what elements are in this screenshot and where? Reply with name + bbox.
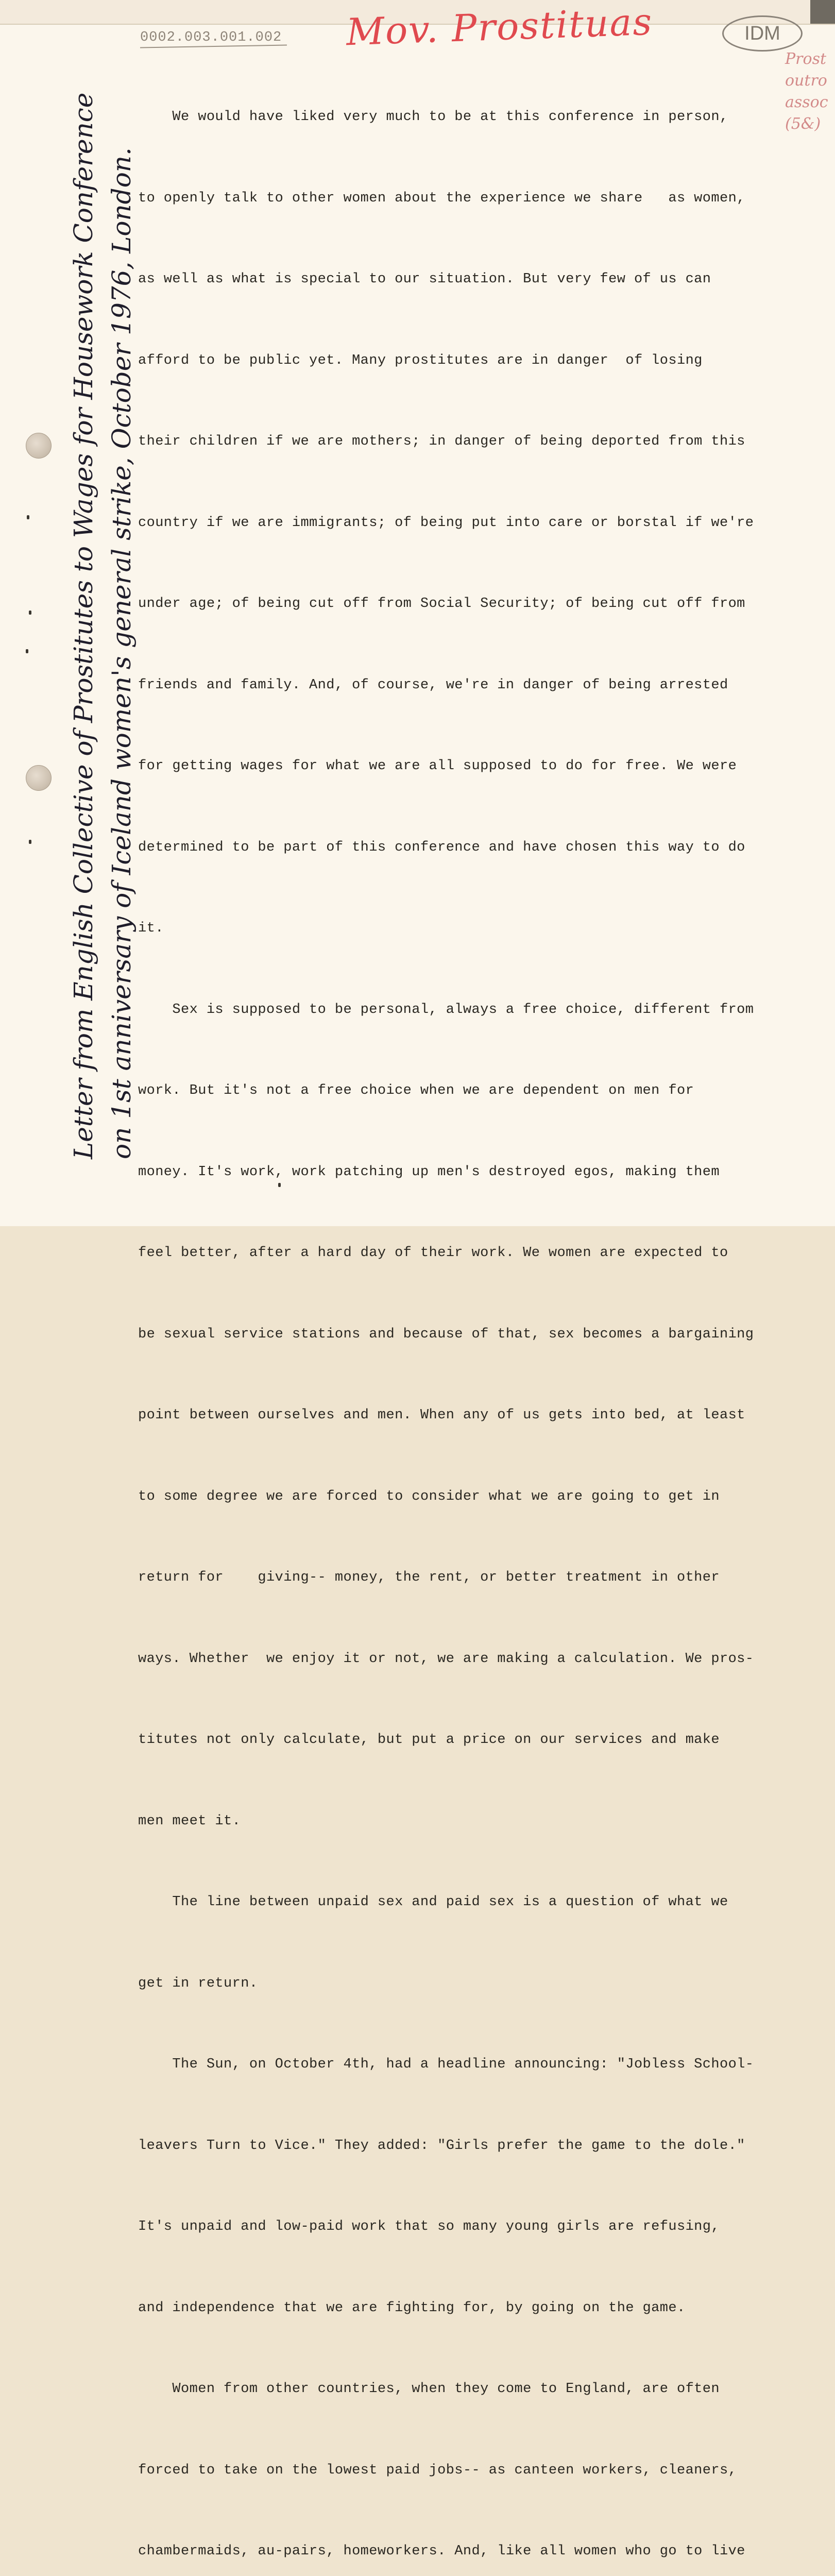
red-handwritten-title: Mov. Prostituas — [345, 0, 654, 54]
body-line: men meet it. — [138, 1813, 241, 1829]
side-annotation-line-1: Letter from English Collective of Prostitutes to Wages for Housework Conference — [69, 92, 98, 1159]
margin-note-line: (5&) — [785, 115, 821, 133]
margin-note-line: outro — [785, 72, 827, 90]
letter-body — [138, 49, 813, 2576]
body-line: return for giving-- money, the rent, or better treatment in other — [138, 1570, 720, 1585]
body-line: to some degree we are forced to consider what we are going to get in — [138, 1488, 720, 1504]
body-line: feel better, after a hard day of their work. We women are expected to — [138, 1245, 728, 1261]
body-line: afford to be public yet. Many prostitutes are in danger of losing — [138, 352, 703, 368]
body-line: under age; of being cut off from Social Security; of being cut off from — [138, 596, 745, 612]
body-line: money. It's work, work patching up men's destroyed egos, making them — [138, 1164, 720, 1180]
margin-note-line: assoc — [785, 93, 828, 111]
body-line: for getting wages for what we are all supposed to do for free. We were — [138, 758, 737, 774]
body-line: ways. Whether we enjoy it or not, we are making a calculation. We pros- — [138, 1651, 754, 1667]
body-line: titutes not only calculate, but put a price on our services and make — [138, 1732, 720, 1748]
body-line: Sex is supposed to be personal, always a free choice, different from — [138, 1002, 754, 1018]
body-line: be sexual service stations and because of that, sex becomes a bargaining — [138, 1326, 754, 1342]
body-line: determined to be part of this conference and have chosen this way to do — [138, 839, 745, 855]
body-line: forced to take on the lowest paid jobs-- as canteen workers, cleaners, — [138, 2462, 737, 2478]
idm-stamp: IDM — [722, 15, 803, 52]
body-line: to openly talk to other women about the experience we share as women, — [138, 190, 745, 206]
punch-hole — [26, 433, 52, 459]
body-line: it. — [138, 921, 164, 936]
body-line: their children if we are mothers; in danger of being deported from this — [138, 434, 745, 449]
reference-number: 0002.003.001.002 — [140, 30, 282, 45]
side-annotation-line-2: on 1st anniversary of Iceland women's general strike, October 1976, London. — [107, 147, 137, 1159]
body-line: friends and family. And, of course, we're in danger of being arrested — [138, 677, 728, 693]
body-line: We would have liked very much to be at this conference in person, — [138, 109, 728, 125]
margin-note-line: Prost — [785, 50, 827, 68]
body-line: work. But it's not a free choice when we are dependent on men for — [138, 1083, 694, 1098]
ink-speck — [29, 840, 31, 844]
scan-corner-tab — [810, 0, 835, 24]
body-line: get in return. — [138, 1975, 258, 1991]
body-line: It's unpaid and low-paid work that so many young girls are refusing, — [138, 2219, 720, 2234]
ink-speck — [29, 611, 31, 615]
ink-speck — [26, 649, 28, 653]
body-line: as well as what is special to our situation. But very few of us can — [138, 272, 711, 287]
body-line: country if we are immigrants; of being put into care or borstal if we're — [138, 515, 754, 531]
body-line: Women from other countries, when they come to England, are often — [138, 2381, 720, 2397]
body-line: point between ourselves and men. When any of us gets into bed, at least — [138, 1408, 745, 1423]
body-line: and independence that we are fighting for, by going on the game. — [138, 2300, 686, 2316]
ink-speck — [27, 515, 29, 519]
punch-hole — [26, 765, 52, 791]
body-line: The line between unpaid sex and paid sex is a question of what we — [138, 1894, 728, 1910]
body-line: The Sun, on October 4th, had a headline announcing: "Jobless School- — [138, 2057, 754, 2072]
body-line: leavers Turn to Vice." They added: "Girls prefer the game to the dole." — [138, 2138, 745, 2154]
body-line: chambermaids, au-pairs, homeworkers. And, like all women who go to live — [138, 2544, 745, 2559]
